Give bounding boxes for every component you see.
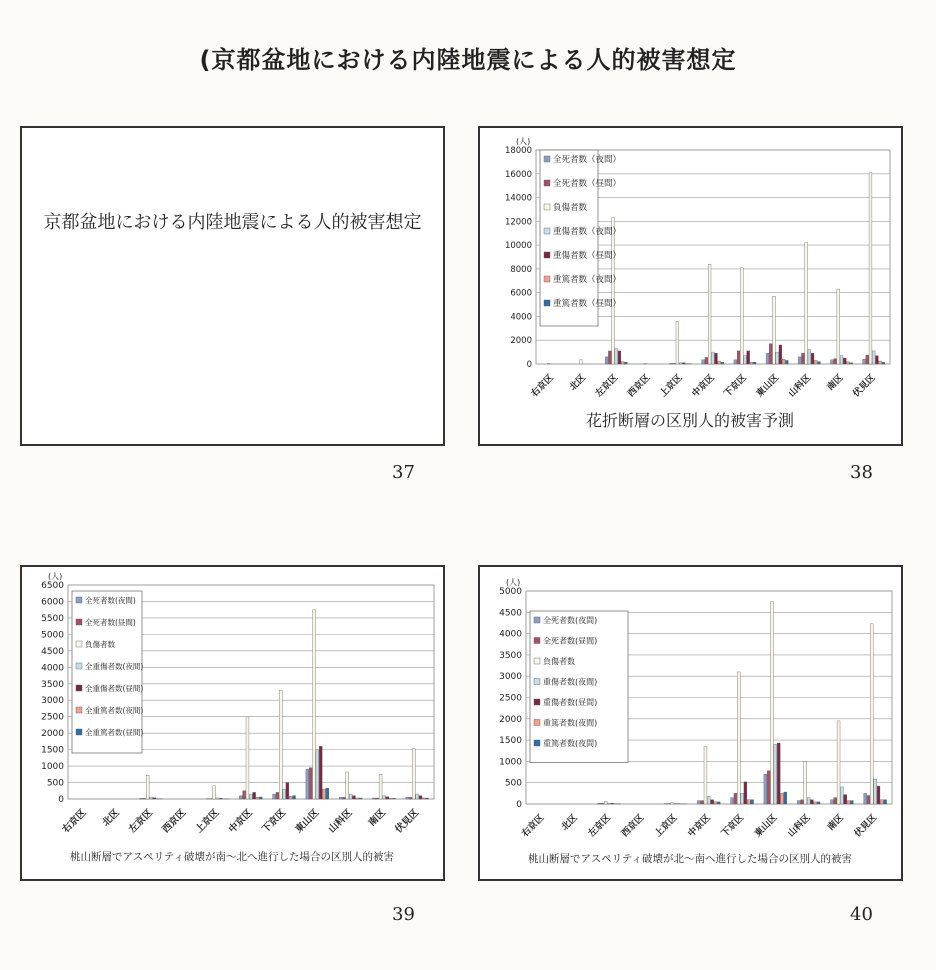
bar xyxy=(837,721,840,804)
y-tick-label: 12000 xyxy=(504,217,532,228)
legend-swatch xyxy=(534,658,540,664)
category-label: 東山区 xyxy=(754,373,782,400)
y-tick-label: 4000 xyxy=(510,312,532,323)
bar xyxy=(830,800,833,804)
bar xyxy=(372,798,375,799)
bar xyxy=(721,362,724,364)
bar xyxy=(771,602,774,804)
bar xyxy=(747,351,750,364)
bar xyxy=(711,800,714,804)
legend-label: 全死者数(夜間) xyxy=(543,616,598,625)
bar xyxy=(818,362,821,364)
bar xyxy=(737,672,740,804)
slide-37 xyxy=(20,126,445,446)
bar xyxy=(867,795,870,804)
category-label: 伏見区 xyxy=(852,813,880,840)
y-tick-label: 3000 xyxy=(499,672,522,683)
bar xyxy=(392,798,395,799)
bar xyxy=(349,794,352,799)
legend-label: 重傷者数（夜間） xyxy=(553,227,622,237)
category-label: 左京区 xyxy=(594,373,621,400)
page-title: (京都盆地における内陸地震による人的被害想定 xyxy=(199,46,737,74)
category-label: 山科区 xyxy=(786,813,813,840)
bar xyxy=(864,793,867,804)
bar xyxy=(753,362,756,364)
bar xyxy=(673,363,676,364)
bar xyxy=(870,624,873,804)
y-tick-label: 500 xyxy=(46,778,64,789)
bar xyxy=(352,796,355,799)
bar xyxy=(140,798,143,799)
bar xyxy=(376,798,379,799)
legend-swatch xyxy=(544,180,550,186)
bar xyxy=(767,771,770,804)
bar xyxy=(426,798,429,799)
bar xyxy=(150,797,153,799)
bar xyxy=(412,749,415,799)
slide-37-title: 京都盆地における内陸地震による人的被害想定 xyxy=(43,212,422,233)
bar xyxy=(309,768,312,799)
category-label: 伏見区 xyxy=(393,807,422,836)
y-tick-label: 1500 xyxy=(41,745,64,756)
bar xyxy=(216,798,219,799)
y-tick-label: 2500 xyxy=(499,693,522,704)
y-tick-label: 3000 xyxy=(41,696,64,707)
bar xyxy=(670,363,673,364)
bar xyxy=(356,798,359,799)
bar xyxy=(804,761,807,804)
bar xyxy=(605,357,608,364)
bar xyxy=(671,803,674,804)
bar xyxy=(416,794,419,799)
bar xyxy=(714,802,717,804)
bar xyxy=(682,363,685,364)
legend-swatch xyxy=(76,641,82,647)
bar xyxy=(547,363,550,364)
slide-40 xyxy=(478,565,903,881)
legend-swatch xyxy=(544,204,550,210)
legend-swatch xyxy=(534,740,540,746)
y-tick-label: 2000 xyxy=(510,336,532,347)
bar xyxy=(707,796,710,804)
bar xyxy=(777,743,780,804)
page-number-39: 39 xyxy=(392,904,415,925)
category-label: 東山区 xyxy=(753,813,780,840)
bar xyxy=(802,353,805,364)
bar xyxy=(876,356,879,364)
bar xyxy=(837,289,840,364)
y-tick-label: 10000 xyxy=(504,241,532,252)
bar xyxy=(382,796,385,799)
legend-swatch xyxy=(534,679,540,685)
bar xyxy=(798,357,801,364)
legend-label: 全重傷者数(夜間) xyxy=(85,662,144,671)
category-label: 北区 xyxy=(559,813,580,833)
bar xyxy=(711,352,714,364)
category-label: 下京区 xyxy=(260,807,289,836)
bar xyxy=(810,800,813,804)
bar xyxy=(843,358,846,364)
y-tick-label: 14000 xyxy=(504,193,532,204)
page-number-38: 38 xyxy=(850,462,873,483)
bar xyxy=(801,800,804,804)
legend-label: 重篤者数(夜間) xyxy=(543,739,598,748)
bar xyxy=(339,797,342,799)
bar xyxy=(283,789,286,799)
page-number-40: 40 xyxy=(850,904,873,925)
bar xyxy=(715,353,718,364)
bar xyxy=(259,797,262,799)
bar xyxy=(608,803,611,804)
legend-swatch xyxy=(76,685,82,691)
chart-title: 桃山断層でアスペリティ破壊が北～南へ進行した場合の区別人的被害 xyxy=(527,853,853,865)
bar xyxy=(579,360,582,364)
y-tick-label: 500 xyxy=(504,778,522,789)
category-label: 南区 xyxy=(366,807,388,829)
bar xyxy=(359,798,362,799)
bar xyxy=(598,803,601,804)
y-tick-label: 6000 xyxy=(510,288,532,299)
y-tick-label: 5500 xyxy=(41,613,64,624)
category-label: 右京区 xyxy=(60,807,89,836)
chart-momoyama-north-south xyxy=(480,567,901,879)
bar xyxy=(884,800,887,804)
y-tick-label: 0 xyxy=(516,800,522,810)
bar xyxy=(874,779,877,804)
bar xyxy=(834,798,837,804)
bar xyxy=(781,793,784,804)
bar xyxy=(253,792,256,799)
chart-title: 桃山断層でアスペリティ破壊が南～北へ進行した場合の区別人的被害 xyxy=(69,851,395,863)
category-label: 右京区 xyxy=(529,373,556,400)
bar xyxy=(814,360,817,364)
legend-label: 負傷者数 xyxy=(543,657,575,666)
bar xyxy=(279,690,282,799)
legend-label: 重篤者数(夜間) xyxy=(543,718,598,728)
legend-label: 重傷者数（昼間） xyxy=(553,251,622,261)
bar xyxy=(625,362,628,364)
legend-label: 全重篤者数(夜間) xyxy=(85,706,144,715)
y-tick-label: 0 xyxy=(526,360,532,370)
legend-swatch xyxy=(76,729,82,735)
bar xyxy=(718,361,721,364)
legend-label: 重傷者数(昼間) xyxy=(543,698,598,707)
bar xyxy=(866,355,869,364)
bar xyxy=(604,801,607,804)
y-tick-label: 2000 xyxy=(41,729,64,740)
bar xyxy=(697,801,700,804)
bar xyxy=(273,794,276,799)
bar xyxy=(644,363,647,364)
bar xyxy=(747,800,750,804)
bar xyxy=(409,797,412,799)
bar xyxy=(379,774,382,799)
bar xyxy=(239,796,242,799)
bar xyxy=(850,801,853,804)
bar xyxy=(419,796,422,799)
bar xyxy=(807,798,810,804)
bar xyxy=(293,796,296,799)
bar xyxy=(811,353,814,364)
bar xyxy=(611,803,614,804)
y-tick-label: 3500 xyxy=(499,650,522,661)
bar xyxy=(615,349,618,364)
legend-swatch xyxy=(544,300,550,306)
bar xyxy=(612,218,615,364)
legend-swatch xyxy=(544,228,550,234)
category-label: 下京区 xyxy=(719,813,747,840)
category-label: 中京区 xyxy=(686,813,713,840)
bar xyxy=(289,796,292,799)
y-tick-label: 8000 xyxy=(510,264,532,275)
bar xyxy=(705,357,708,364)
category-label: 中京区 xyxy=(690,373,717,400)
legend-label: 全死者数(昼間) xyxy=(543,636,598,646)
bar xyxy=(306,769,309,799)
category-label: 上京区 xyxy=(658,373,685,400)
category-label: 西京区 xyxy=(626,373,653,400)
category-label: 左京区 xyxy=(127,807,155,836)
bar xyxy=(679,363,682,364)
bar xyxy=(808,350,811,364)
bar xyxy=(717,802,720,804)
bar xyxy=(343,797,346,799)
bar xyxy=(740,268,743,364)
bar xyxy=(608,351,611,364)
category-label: 北区 xyxy=(568,373,589,393)
bar xyxy=(346,772,349,799)
legend-swatch xyxy=(76,663,82,669)
bar xyxy=(319,746,322,799)
y-tick-label: 18000 xyxy=(504,146,532,156)
bar xyxy=(734,360,737,364)
legend-label: 全死者数(昼間) xyxy=(85,618,136,627)
bar xyxy=(702,360,705,364)
slide-39 xyxy=(20,565,445,881)
y-tick-label: 16000 xyxy=(504,169,532,180)
bar xyxy=(880,800,883,804)
category-label: 右京区 xyxy=(520,813,547,840)
legend-swatch xyxy=(544,252,550,258)
bar xyxy=(773,296,776,364)
slide-38 xyxy=(478,126,903,446)
bar xyxy=(323,789,326,799)
bar xyxy=(744,782,747,804)
bar xyxy=(313,610,316,799)
y-tick-label: 4500 xyxy=(499,608,522,619)
bar xyxy=(805,243,808,364)
bar xyxy=(782,359,785,364)
bar xyxy=(751,800,754,804)
legend-label: 全重傷者数(昼間) xyxy=(85,684,144,693)
category-label: 西京区 xyxy=(620,813,647,840)
y-tick-label: 1500 xyxy=(499,736,522,747)
bar xyxy=(704,746,707,804)
y-tick-label: 1000 xyxy=(499,757,522,768)
legend-label: 全死者数(夜間) xyxy=(85,596,136,605)
bar xyxy=(764,774,767,804)
legend-swatch xyxy=(544,156,550,162)
bar xyxy=(850,363,853,364)
bar xyxy=(877,786,880,804)
bar xyxy=(676,321,679,364)
bar xyxy=(326,788,329,799)
legend-swatch xyxy=(534,699,540,705)
legend-swatch xyxy=(76,707,82,713)
chart-hanaore xyxy=(480,128,901,444)
bar xyxy=(830,360,833,364)
category-label: 北区 xyxy=(100,807,122,829)
legend-label: 全死者数（昼間） xyxy=(553,179,622,189)
y-tick-label: 4000 xyxy=(41,663,64,674)
bar xyxy=(276,792,279,799)
y-tick-label: 4000 xyxy=(499,629,522,640)
bar xyxy=(731,798,734,804)
legend-label: 全死者数（夜間） xyxy=(553,155,622,165)
bar xyxy=(882,362,885,364)
category-label: 下京区 xyxy=(722,373,749,400)
y-tick-label: 1000 xyxy=(41,762,64,773)
chart-title: 花折断層の区別人的被害予測 xyxy=(585,411,795,430)
category-label: 西京区 xyxy=(160,807,189,836)
bar xyxy=(785,360,788,364)
category-label: 南区 xyxy=(825,373,846,393)
bar xyxy=(621,362,624,364)
category-label: 山科区 xyxy=(787,373,814,400)
bar xyxy=(316,750,319,799)
bar xyxy=(389,798,392,799)
y-unit-label: (人) xyxy=(48,572,63,581)
y-tick-label: 5000 xyxy=(499,587,522,597)
legend-swatch xyxy=(76,619,82,625)
bar xyxy=(422,798,425,799)
legend-label: 全重篤者数(昼間) xyxy=(85,728,144,737)
legend-swatch xyxy=(534,638,540,644)
y-tick-label: 5000 xyxy=(41,630,64,641)
bar xyxy=(143,798,146,799)
y-unit-label: (人) xyxy=(516,137,531,146)
bar xyxy=(286,783,289,799)
category-label: 中京区 xyxy=(226,807,255,836)
bar xyxy=(618,351,621,364)
bar xyxy=(847,801,850,804)
bar xyxy=(750,362,753,364)
bar xyxy=(734,793,737,804)
category-label: 上京区 xyxy=(193,807,222,836)
bar xyxy=(219,798,222,799)
bar xyxy=(766,353,769,364)
bar xyxy=(774,744,777,804)
chart-momoyama-south-north xyxy=(22,567,443,879)
y-tick-label: 2000 xyxy=(499,714,522,725)
bar xyxy=(879,361,882,364)
bar xyxy=(817,802,820,804)
category-label: 上京区 xyxy=(653,813,680,840)
category-label: 伏見区 xyxy=(851,373,878,400)
bar xyxy=(708,264,711,364)
legend-label: 重傷者数(夜間) xyxy=(543,677,598,687)
bar xyxy=(153,798,156,799)
y-tick-label: 2500 xyxy=(41,712,64,723)
bar xyxy=(814,802,817,804)
bar xyxy=(769,344,772,364)
bar xyxy=(840,356,843,364)
bar xyxy=(701,801,704,804)
bar xyxy=(386,797,389,799)
bar xyxy=(741,793,744,804)
bar xyxy=(246,717,249,799)
bar xyxy=(834,359,837,364)
legend-label: 負傷者数 xyxy=(553,203,588,213)
bar xyxy=(869,173,872,364)
y-tick-label: 4500 xyxy=(41,646,64,657)
bar xyxy=(872,351,875,364)
y-tick-label: 0 xyxy=(58,795,64,805)
y-tick-label: 6500 xyxy=(41,581,64,591)
bar xyxy=(737,351,740,364)
y-tick-label: 6000 xyxy=(41,597,64,608)
category-label: 南区 xyxy=(826,813,846,833)
legend-swatch xyxy=(76,597,82,603)
legend-label: 負傷者数 xyxy=(85,640,115,649)
legend-label: 重篤者数（昼間） xyxy=(553,299,622,309)
bar xyxy=(213,786,216,799)
bar xyxy=(797,801,800,804)
bar xyxy=(249,794,252,799)
bar xyxy=(601,803,604,804)
y-tick-label: 3500 xyxy=(41,679,64,690)
bar xyxy=(256,797,259,799)
bar xyxy=(847,362,850,364)
bar xyxy=(779,345,782,364)
legend-swatch xyxy=(534,720,540,726)
page-number-37: 37 xyxy=(392,462,415,483)
bar xyxy=(744,356,747,364)
legend-swatch xyxy=(544,276,550,282)
bar xyxy=(146,775,149,799)
bar xyxy=(840,787,843,804)
legend-label: 重篤者数（夜間） xyxy=(553,275,622,285)
legend-swatch xyxy=(534,617,540,623)
bar xyxy=(243,791,246,799)
y-unit-label: (人) xyxy=(506,578,521,587)
bar xyxy=(863,359,866,364)
bar xyxy=(844,795,847,804)
bar xyxy=(776,352,779,364)
category-label: 東山区 xyxy=(293,807,322,836)
category-label: 左京区 xyxy=(586,813,613,840)
bar xyxy=(784,792,787,804)
category-label: 山科区 xyxy=(326,807,355,836)
bar xyxy=(406,797,409,799)
